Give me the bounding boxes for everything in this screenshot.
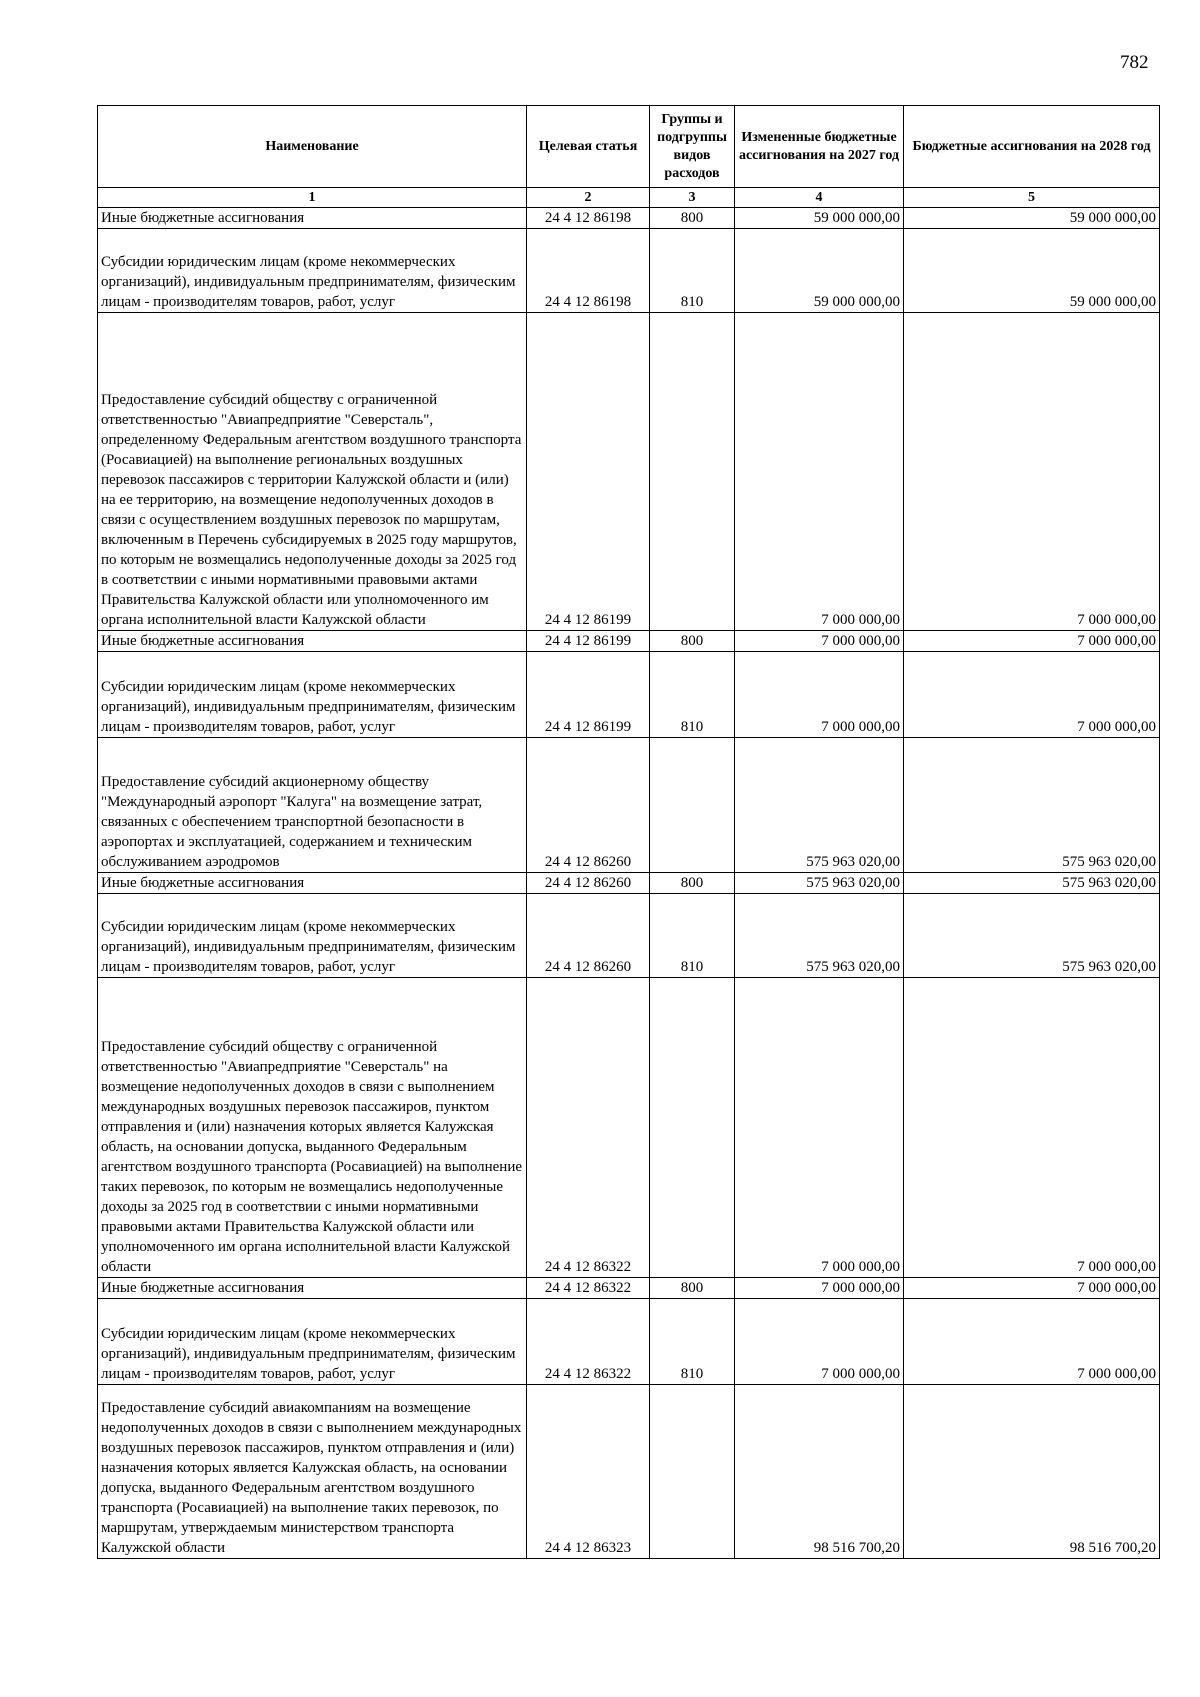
row-expense-group: 800 bbox=[650, 631, 735, 652]
row-expense-group: 810 bbox=[650, 894, 735, 978]
table-row bbox=[98, 1299, 1160, 1385]
row-expense-group: 810 bbox=[650, 229, 735, 313]
row-expense-group: 810 bbox=[650, 1299, 735, 1385]
row-target-article: 24 4 12 86260 bbox=[527, 738, 650, 873]
table-row bbox=[98, 873, 1160, 894]
row-target-article: 24 4 12 86322 bbox=[527, 978, 650, 1278]
row-name: Субсидии юридическим лицам (кроме некоммерческих организаций), индивидуальным предпринимателям, физическим лицам - производителям товаров, работ, услуг bbox=[98, 652, 527, 738]
row-amount-2028: 7 000 000,00 bbox=[904, 1278, 1160, 1299]
row-amount-2028: 59 000 000,00 bbox=[904, 229, 1160, 313]
table-row bbox=[98, 208, 1160, 229]
row-expense-group bbox=[650, 978, 735, 1278]
table-row bbox=[98, 631, 1160, 652]
row-amount-2027: 7 000 000,00 bbox=[735, 1278, 904, 1299]
row-expense-group: 810 bbox=[650, 652, 735, 738]
row-expense-group bbox=[650, 1385, 735, 1559]
table-row bbox=[98, 1385, 1160, 1559]
row-amount-2027: 7 000 000,00 bbox=[735, 313, 904, 631]
row-amount-2027: 7 000 000,00 bbox=[735, 978, 904, 1278]
row-name: Субсидии юридическим лицам (кроме некоммерческих организаций), индивидуальным предпринимателям, физическим лицам - производителям товаров, работ, услуг bbox=[98, 1299, 527, 1385]
column-number-row bbox=[98, 188, 1160, 208]
row-amount-2028: 575 963 020,00 bbox=[904, 894, 1160, 978]
row-target-article: 24 4 12 86198 bbox=[527, 229, 650, 313]
row-target-article: 24 4 12 86199 bbox=[527, 313, 650, 631]
row-amount-2027: 59 000 000,00 bbox=[735, 208, 904, 229]
row-name: Иные бюджетные ассигнования bbox=[98, 208, 527, 229]
row-amount-2027: 575 963 020,00 bbox=[735, 873, 904, 894]
table-row bbox=[98, 1278, 1160, 1299]
row-target-article: 24 4 12 86322 bbox=[527, 1299, 650, 1385]
column-number: 3 bbox=[650, 188, 735, 208]
header-amount-2028: Бюджетные ассигнования на 2028 год bbox=[904, 106, 1160, 188]
row-name: Иные бюджетные ассигнования bbox=[98, 1278, 527, 1299]
row-amount-2028: 575 963 020,00 bbox=[904, 873, 1160, 894]
row-target-article: 24 4 12 86199 bbox=[527, 631, 650, 652]
table-row bbox=[98, 652, 1160, 738]
row-amount-2027: 7 000 000,00 bbox=[735, 652, 904, 738]
table-row bbox=[98, 229, 1160, 313]
row-name: Предоставление субсидий обществу с ограниченной ответственностью "Авиапредприятие "Северсталь" на возмещение недополученных доходов в связи с выполнением международных воздушных перевозок пассажиров, пунктом отправления и (или) назначения которых является Калужская область, на основании допуска, выданного Федеральным агентством воздушного транспорта (Росавиацией) на выполнение таких перевозок, по которым не возмещались недополученные доходы за 2025 год в соответствии с иными нормативными правовыми актами Правительства Калужской области или уполномоченного им органа исполнительной власти Калужской области bbox=[98, 978, 527, 1278]
row-target-article: 24 4 12 86260 bbox=[527, 894, 650, 978]
row-amount-2028: 7 000 000,00 bbox=[904, 652, 1160, 738]
row-name: Предоставление субсидий авиакомпаниям на возмещение недополученных доходов в связи с выполнением международных воздушных перевозок пассажиров, пунктом отправления и (или) назначения которых является Калужская область, на основании допуска, выданного Федеральным агентством воздушного транспорта (Росавиацией) на выполнение таких перевозок, по маршрутам, утверждаемым министерством транспорта Калужской области bbox=[98, 1385, 527, 1559]
table-row bbox=[98, 738, 1160, 873]
row-amount-2027: 98 516 700,20 bbox=[735, 1385, 904, 1559]
table-row bbox=[98, 978, 1160, 1278]
row-target-article: 24 4 12 86323 bbox=[527, 1385, 650, 1559]
row-amount-2028: 7 000 000,00 bbox=[904, 1299, 1160, 1385]
row-name: Иные бюджетные ассигнования bbox=[98, 873, 527, 894]
row-target-article: 24 4 12 86199 bbox=[527, 652, 650, 738]
row-target-article: 24 4 12 86322 bbox=[527, 1278, 650, 1299]
row-name: Предоставление субсидий обществу с ограниченной ответственностью "Авиапредприятие "Северсталь", определенному Федеральным агентством воздушного транспорта (Росавиацией) на выполнение региональных воздушных перевозок пассажиров с территории Калужской области и (или) на ее территорию, на возмещение недополученных доходов в связи с осуществлением воздушных перевозок по маршрутам, включенным в Перечень субсидируемых в 2025 году маршрутов, по которым не возмещались недополученные доходы за 2025 год в соответствии с иными нормативными правовыми актами Правительства Калужской области или уполномоченного им органа исполнительной власти Калужской области bbox=[98, 313, 527, 631]
column-number: 2 bbox=[527, 188, 650, 208]
row-amount-2028: 98 516 700,20 bbox=[904, 1385, 1160, 1559]
row-expense-group bbox=[650, 738, 735, 873]
row-amount-2028: 7 000 000,00 bbox=[904, 978, 1160, 1278]
row-target-article: 24 4 12 86198 bbox=[527, 208, 650, 229]
column-number: 5 bbox=[904, 188, 1160, 208]
header-name: Наименование bbox=[98, 106, 527, 188]
header-amount-2027: Измененные бюджетные ассигнования на 2027 год bbox=[735, 106, 904, 188]
row-amount-2027: 59 000 000,00 bbox=[735, 229, 904, 313]
row-expense-group: 800 bbox=[650, 208, 735, 229]
row-amount-2027: 7 000 000,00 bbox=[735, 1299, 904, 1385]
row-name: Субсидии юридическим лицам (кроме некоммерческих организаций), индивидуальным предпринимателям, физическим лицам - производителям товаров, работ, услуг bbox=[98, 894, 527, 978]
budget-table bbox=[97, 105, 1160, 1559]
row-amount-2028: 575 963 020,00 bbox=[904, 738, 1160, 873]
row-target-article: 24 4 12 86260 bbox=[527, 873, 650, 894]
table-header-row bbox=[98, 106, 1160, 188]
row-amount-2028: 7 000 000,00 bbox=[904, 631, 1160, 652]
row-name: Иные бюджетные ассигнования bbox=[98, 631, 527, 652]
page-number: 782 bbox=[1120, 52, 1149, 73]
row-expense-group: 800 bbox=[650, 1278, 735, 1299]
row-name: Субсидии юридическим лицам (кроме некоммерческих организаций), индивидуальным предпринимателям, физическим лицам - производителям товаров, работ, услуг bbox=[98, 229, 527, 313]
header-expense-group: Группы и подгруппы видов расходов bbox=[650, 106, 735, 188]
row-amount-2028: 59 000 000,00 bbox=[904, 208, 1160, 229]
table-row bbox=[98, 894, 1160, 978]
column-number: 1 bbox=[98, 188, 527, 208]
row-expense-group: 800 bbox=[650, 873, 735, 894]
row-name: Предоставление субсидий акционерному обществу "Международный аэропорт "Калуга" на возмещение затрат, связанных с обеспечением транспортной безопасности в аэропортах и эксплуатацией, содержанием и техническим обслуживанием аэродромов bbox=[98, 738, 527, 873]
row-amount-2027: 575 963 020,00 bbox=[735, 894, 904, 978]
row-amount-2027: 575 963 020,00 bbox=[735, 738, 904, 873]
row-amount-2028: 7 000 000,00 bbox=[904, 313, 1160, 631]
table-row bbox=[98, 313, 1160, 631]
row-amount-2027: 7 000 000,00 bbox=[735, 631, 904, 652]
row-expense-group bbox=[650, 313, 735, 631]
header-target-article: Целевая статья bbox=[527, 106, 650, 188]
column-number: 4 bbox=[735, 188, 904, 208]
